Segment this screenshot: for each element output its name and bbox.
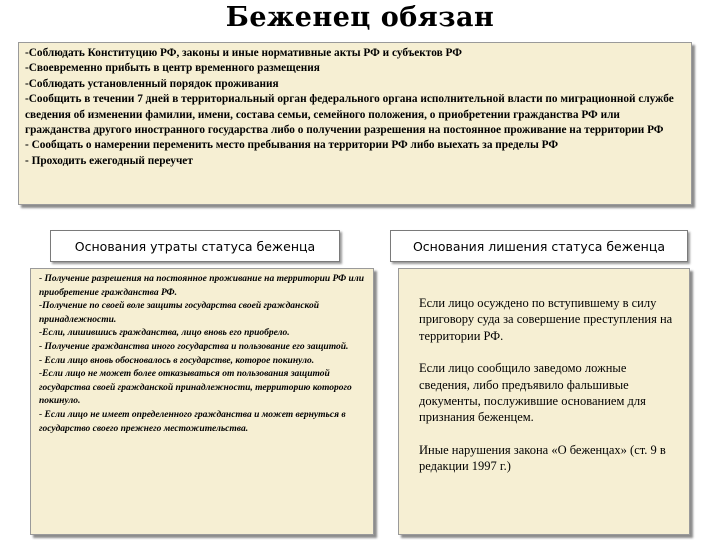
loss-status-header: Основания утраты статуса беженца [50, 230, 340, 262]
loss-item: -Если, лишившись гражданства, лицо вновь его приобрело. [39, 328, 290, 339]
duty-item: - Проходить ежегодный переучет [25, 154, 193, 167]
loss-item: - Если лицо не имеет определенного гражданства и может вернуться в государство своего прежнего местожительства. [39, 409, 346, 434]
duty-item: -Своевременно прибыть в центр временного размещения [25, 62, 320, 75]
duty-item: -Соблюдать установленный порядок проживания [25, 77, 279, 90]
deprivation-grounds-panel [398, 268, 690, 535]
deprivation-item: Если лицо осуждено по вступившему в силу приговору суда за совершение преступления на территории РФ. [419, 296, 673, 343]
loss-item: - Получение гражданства иного государства и пользование его защитой. [39, 341, 349, 352]
page-title: Беженец обязан [225, 2, 495, 33]
deprivation-status-header: Основания лишения статуса беженца [390, 230, 688, 262]
loss-item: - Получение разрешения на постоянное проживание на территории РФ или приобретение гражданства РФ. [39, 274, 364, 298]
duty-item: - Сообщать о намерении переменить место пребывания на территории РФ либо выехать за пределы РФ [25, 139, 559, 152]
deprivation-item: Если лицо сообщило заведомо ложные сведения, либо предъявило фальшивые документы, послужившие основанием для признания беженцем. [419, 361, 646, 425]
loss-item: -Если лицо не может более отказываться от пользования защитой государства своей гражданской принадлежности, территорию которого покинуло. [39, 369, 352, 407]
loss-grounds-panel [30, 268, 374, 535]
loss-item: - Если лицо вновь обосновалось в государстве, которое покинуло. [39, 355, 315, 366]
loss-item: -Получение по своей воле защиты государства своей гражданской принадлежности. [39, 301, 320, 325]
duty-item: -Сообщить в течении 7 дней в территориальный орган федерального органа исполнительной власти по миграционной службе сведения об изменении фамилии, имени, состава семьи, семейного положения, о приобретении гражданства РФ или гражданства другого иностранного государства либо о получении разрешения на постоянное проживание на территории РФ [25, 93, 674, 137]
deprivation-item: Иные нарушения закона «О беженцах» (ст. 9 в редакции 1997 г.) [419, 442, 666, 474]
duty-item: -Соблюдать Конституцию РФ, законы и иные нормативные акты РФ и субъектов РФ [25, 47, 462, 59]
refugee-duties-box [18, 42, 692, 205]
